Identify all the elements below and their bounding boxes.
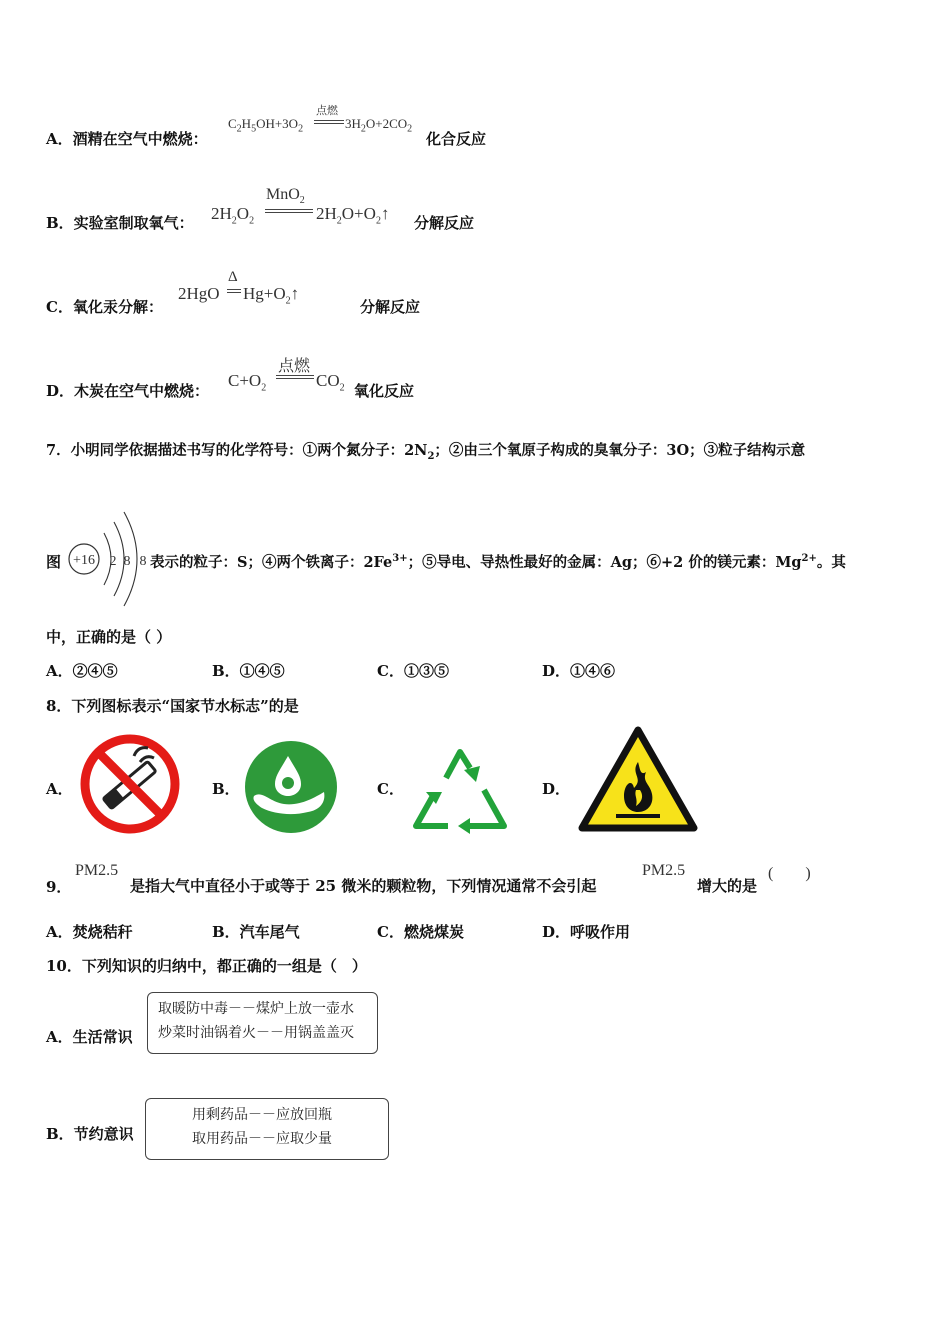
water-saving-icon[interactable] [244, 740, 338, 834]
q6-b-reactant: $2H_2O_2$ [211, 204, 255, 227]
q10-option-a-box [147, 992, 378, 1054]
q8-option-d-label[interactable]: D． [542, 780, 571, 798]
q6-d-condition: 点燃 [278, 358, 311, 375]
q7-option-c[interactable]: C．①③⑤ [377, 662, 449, 680]
q6-d-products: $CO_2$ [316, 371, 345, 394]
q6-c-condition: Δ [228, 269, 238, 285]
q6-a-equation: $C_2H_5OH+3O_2$ [228, 116, 304, 135]
q8-option-c-label[interactable]: C． [377, 780, 404, 798]
q9-text2: 增大的是 [697, 877, 758, 895]
q8-option-b-label[interactable]: B． [212, 780, 240, 798]
q6-b-products: $2H_2O+O_2↑$ [316, 204, 390, 227]
no-smoking-icon[interactable] [78, 732, 182, 836]
shell-electrons-3: 8 [139, 554, 147, 569]
q6-b-condition: MnO$_2$ [266, 186, 305, 207]
q6-option-c-label: C．氧化汞分解： [46, 298, 163, 316]
q10-a-line-1: 取暖防中毒－－煤炉上放一壶水 [158, 1001, 354, 1017]
atom-structure-diagram [64, 508, 154, 608]
q10-stem: 10．下列知识的归纳中，都正确的一组是（ ） [46, 957, 367, 975]
shell-electrons-2: 8 [123, 554, 131, 569]
q8-option-a-label[interactable]: A． [46, 780, 73, 798]
q6-a-reaction-type: 化合反应 [426, 130, 487, 148]
q6-c-equal-sign [227, 289, 241, 293]
q10-b-line-2: 取用药品－－应取少量 [192, 1131, 332, 1147]
q6-a-equal-sign [314, 120, 344, 124]
q6-c-reaction-type: 分解反应 [360, 298, 421, 316]
q10-option-a-label[interactable]: A．生活常识 [46, 1028, 133, 1046]
nucleus-charge: +16 [73, 553, 95, 568]
q7-option-a[interactable]: A．②④⑤ [46, 662, 118, 680]
shell-electrons-1: 2 [109, 554, 117, 569]
q9-option-c[interactable]: C．燃烧煤炭 [377, 923, 464, 941]
q9-pm25-2: PM2.5 [642, 862, 686, 879]
q7-option-b[interactable]: B．①④⑤ [212, 662, 285, 680]
q10-b-line-1: 用剩药品－－应放回瓶 [192, 1107, 332, 1123]
q6-d-reaction-type: 氧化反应 [354, 382, 415, 400]
recycle-icon[interactable] [408, 738, 514, 834]
q6-option-a-label: A．酒精在空气中燃烧： [46, 130, 208, 148]
q6-a-condition: 点燃 [316, 105, 338, 117]
q6-c-products: $Hg+O_2↑$ [243, 284, 300, 307]
q6-c-reactant: 2HgO [178, 284, 220, 303]
q8-stem: 8．下列图标表示“国家节水标志”的是 [46, 697, 299, 715]
q9-pm25-1: PM2.5 [75, 862, 119, 879]
q7-line3: 中，正确的是（ ） [46, 628, 172, 646]
q6-d-equal-sign [276, 375, 314, 379]
flammable-warning-icon[interactable] [578, 726, 698, 832]
q6-b-reaction-type: 分解反应 [414, 214, 475, 232]
q6-a-products: $3H_2O+2CO_2$ [345, 116, 413, 135]
q10-option-b-label[interactable]: B．节约意识 [46, 1125, 134, 1143]
q10-a-line-2: 炒菜时油锅着火－－用锅盖盖灭 [158, 1025, 354, 1041]
q9-option-d[interactable]: D．呼吸作用 [542, 923, 631, 941]
q6-option-d-label: D．木炭在空气中燃烧： [46, 382, 210, 400]
q9-option-a[interactable]: A．焚烧秸秆 [46, 923, 133, 941]
q10-option-b-box [145, 1098, 389, 1160]
q6-option-b-label: B．实验室制取氧气： [46, 214, 194, 232]
q7-line2-rest: 表示的粒子：S；④两个铁离子：$2Fe^{3+}$；⑤导电、导热性最好的金属：Ag；⑥+2 价的镁元素：$Mg^{2+}$。其 [150, 553, 846, 571]
q9-number: 9． [46, 878, 72, 896]
q7-line1: 7．小明同学依据描述书写的化学符号：①两个氮分子：$2N_2$；②由三个氧原子构成的臭氧分子：3O；③粒子结构示意 [46, 442, 806, 462]
q9-option-b[interactable]: B．汽车尾气 [212, 923, 300, 941]
q9-answer-paren: ( ) [768, 865, 811, 882]
q7-option-d[interactable]: D．①④⑥ [542, 662, 616, 680]
q6-b-equal-sign [265, 209, 313, 213]
q6-d-reactant: $C+O_2$ [228, 371, 267, 394]
q9-text1: 是指大气中直径小于或等于 25 微米的颗粒物，下列情况通常不会引起 [130, 877, 597, 895]
q7-line2-start: 图 [46, 553, 62, 571]
